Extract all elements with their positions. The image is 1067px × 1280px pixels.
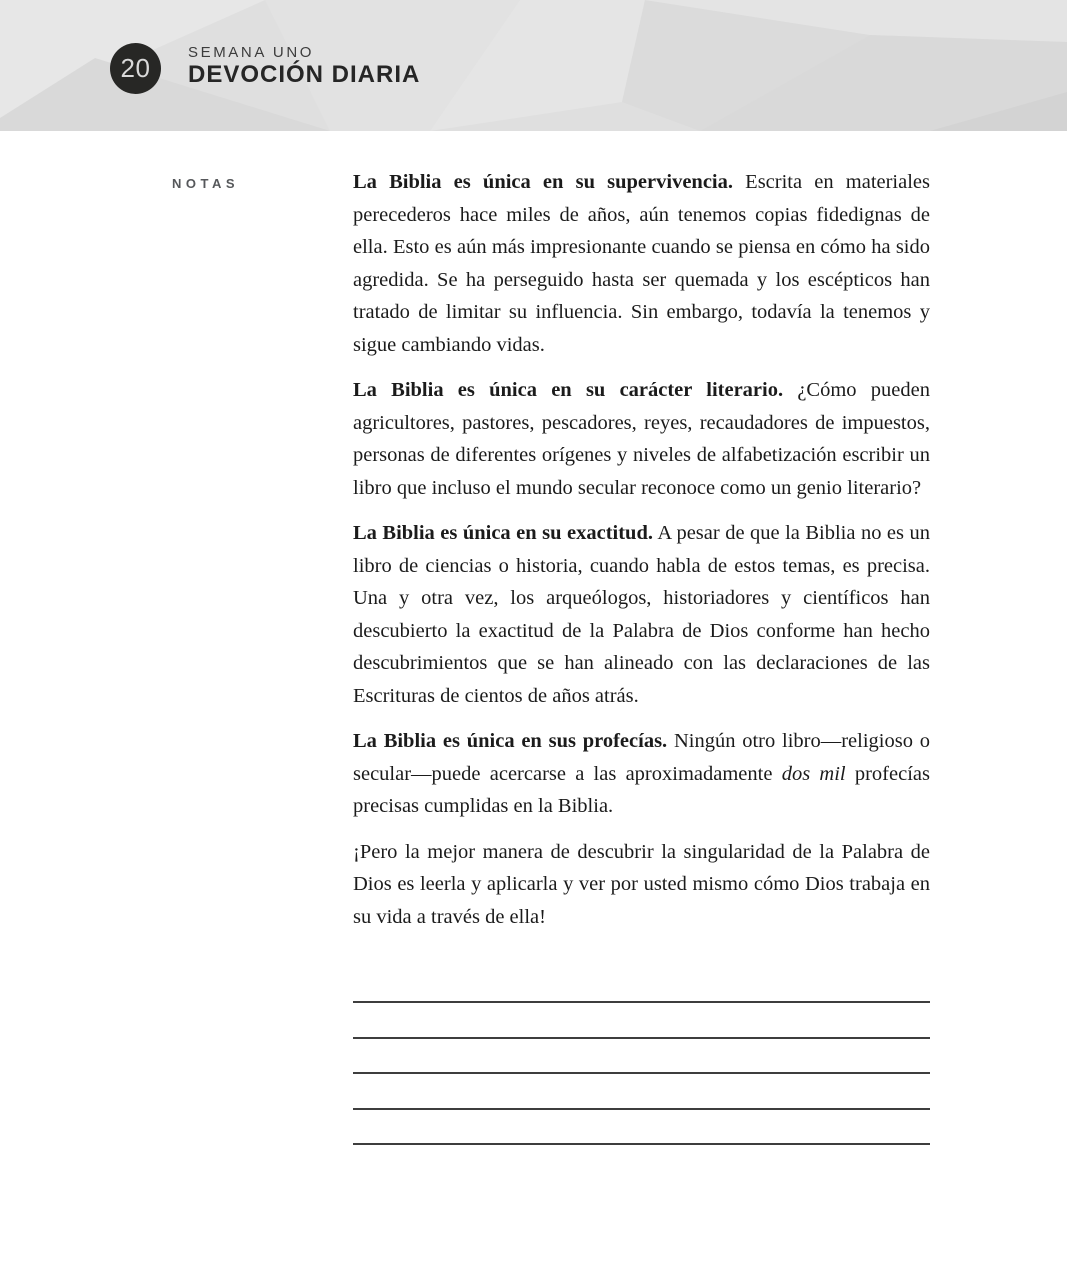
paragraph-text: ¿Cómo pueden agricultores, pastores, pescadores, reyes, recaudadores de impuestos, personas de diferentes orígenes y niveles de alfabetización escribir un libro que incluso el mundo secular reconoce como un genio literario?	[353, 379, 930, 499]
header-titles	[188, 45, 420, 88]
page-number: 20	[120, 53, 151, 83]
note-line	[353, 1143, 930, 1145]
note-line	[353, 1001, 930, 1003]
paragraph-text: A pesar de que la Biblia no es un libro de ciencias o historia, cuando habla de estos temas, es precisa. Una y otra vez, los arqueólogos, historiadores y científicos han descubierto la exactitud de la Palabra de Dios conforme han hecho descubrimientos que se han alineado con las declaraciones de las Escrituras de cientos de años atrás.	[353, 522, 930, 707]
page-header	[0, 0, 1067, 131]
header-kicker: SEMANA UNO	[188, 44, 315, 61]
paragraph-text: Ningún otro libro—religioso o secular—puede acercarse a las aproximadamente	[353, 730, 930, 785]
paragraph-text: profecías precisas cumplidas en la Biblia.	[353, 762, 930, 817]
note-lines	[353, 1001, 930, 1145]
page-number-badge	[110, 43, 161, 94]
page-title: DEVOCIÓN DIARIA	[188, 61, 421, 88]
paragraph-accuracy	[353, 517, 930, 712]
paragraph-lead: La Biblia es única en su supervivencia.	[353, 171, 733, 193]
paragraph-italic-text: dos mil	[781, 762, 846, 785]
note-line	[353, 1072, 930, 1074]
note-line	[353, 1108, 930, 1110]
paragraph-prophecies	[353, 725, 930, 823]
paragraph-text: Escrita en materiales perecederos hace miles de años, aún tenemos copias fidedignas de ella. Esto es aún más impresionante cuando se piensa en cómo ha sido agredida. Se ha perseguido hasta ser quemada y los escépticos han tratado de limitar su influencia. Sin embargo, todavía la tenemos y sigue cambiando vidas.	[353, 171, 931, 356]
note-line	[353, 1037, 930, 1039]
paragraph-closing	[353, 836, 930, 934]
paragraph-lead: La Biblia es única en su exactitud.	[353, 522, 653, 544]
paragraph-lead: La Biblia es única en su carácter literario.	[353, 379, 784, 401]
paragraph-lead: La Biblia es única en sus profecías.	[353, 730, 668, 752]
body-text-column	[353, 166, 930, 946]
paragraph-survival	[353, 166, 930, 361]
paragraph-literary	[353, 374, 930, 504]
paragraph-text: ¡Pero la mejor manera de descubrir la singularidad de la Palabra de Dios es leerla y aplicarla y ver por usted mismo cómo Dios trabaja en su vida a través de ella!	[353, 840, 930, 928]
notes-margin-label: NOTAS	[172, 176, 240, 191]
